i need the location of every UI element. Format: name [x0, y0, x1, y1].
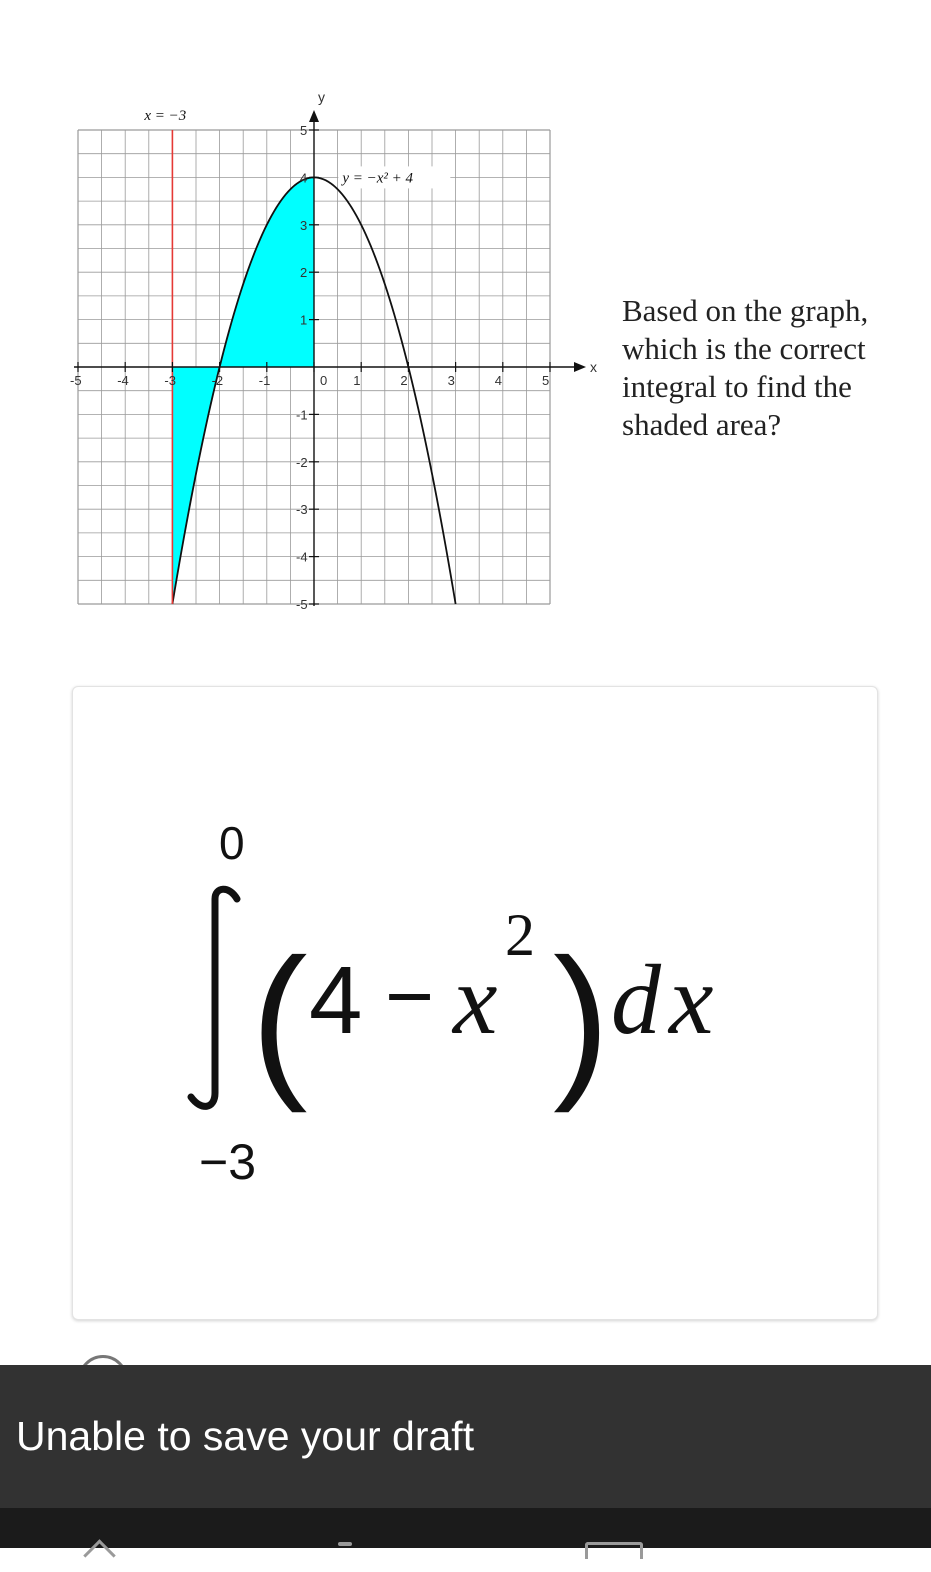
answer-option-card[interactable]: [72, 686, 878, 1320]
y-tick-label: -5: [296, 597, 308, 612]
x-tick-label: -3: [164, 373, 176, 388]
integral-sign-icon: [191, 889, 237, 1106]
differential-x: x: [669, 944, 714, 1055]
curve-label: y = −x² + 4: [342, 170, 414, 187]
exponent: 2: [505, 902, 535, 968]
x-axis-label: x: [590, 359, 597, 375]
back-icon[interactable]: [83, 1539, 116, 1572]
minus-sign: −: [385, 949, 435, 1043]
axes: [74, 110, 586, 606]
x-tick-label: 5: [542, 373, 550, 388]
y-tick-label: -2: [296, 454, 308, 470]
x-axis-arrow-icon: [574, 362, 586, 372]
system-navigation-bar: [0, 1508, 931, 1548]
x-tick-label: 2: [400, 373, 408, 388]
y-tick-label: -3: [296, 502, 308, 518]
y-tick-label: 1: [300, 312, 308, 328]
constant-term: 4: [309, 947, 363, 1054]
x-tick-label: -4: [117, 373, 129, 388]
lower-limit: −3: [199, 1134, 257, 1190]
x-tick-label: -1: [258, 373, 271, 388]
vertical-line-label: x = −3: [144, 108, 187, 124]
y-tick-label: -1: [296, 407, 308, 423]
recents-icon[interactable]: [585, 1542, 643, 1559]
home-icon[interactable]: [338, 1542, 352, 1546]
x-tick-label: -2: [211, 373, 224, 388]
y-axis-arrow-icon: [309, 110, 319, 122]
y-tick-label: -4: [296, 549, 308, 565]
x-tick-label: 1: [353, 373, 361, 388]
differential-d: d: [611, 944, 661, 1055]
x-tick-label: 0: [320, 373, 328, 388]
x-tick-label: 4: [494, 373, 503, 388]
area-graph: [60, 85, 600, 625]
y-axis-label: y: [318, 89, 325, 105]
y-tick-label: 4: [300, 170, 308, 186]
open-paren: (: [251, 924, 308, 1114]
y-tick-label: 2: [300, 265, 308, 281]
x-tick-label: 3: [447, 373, 455, 388]
close-paren: ): [553, 924, 610, 1114]
integral-expression: [133, 787, 833, 1207]
snackbar-message: Unable to save your draft: [16, 1413, 475, 1459]
variable-x: x: [453, 944, 498, 1055]
snackbar: [0, 1365, 931, 1508]
y-tick-label: 3: [300, 217, 308, 233]
upper-limit: 0: [219, 817, 245, 869]
x-tick-label: -5: [70, 373, 82, 388]
question-text: Based on the graph, which is the correct integral to find the shaded area?: [622, 293, 869, 442]
y-tick-label: 5: [300, 123, 308, 138]
